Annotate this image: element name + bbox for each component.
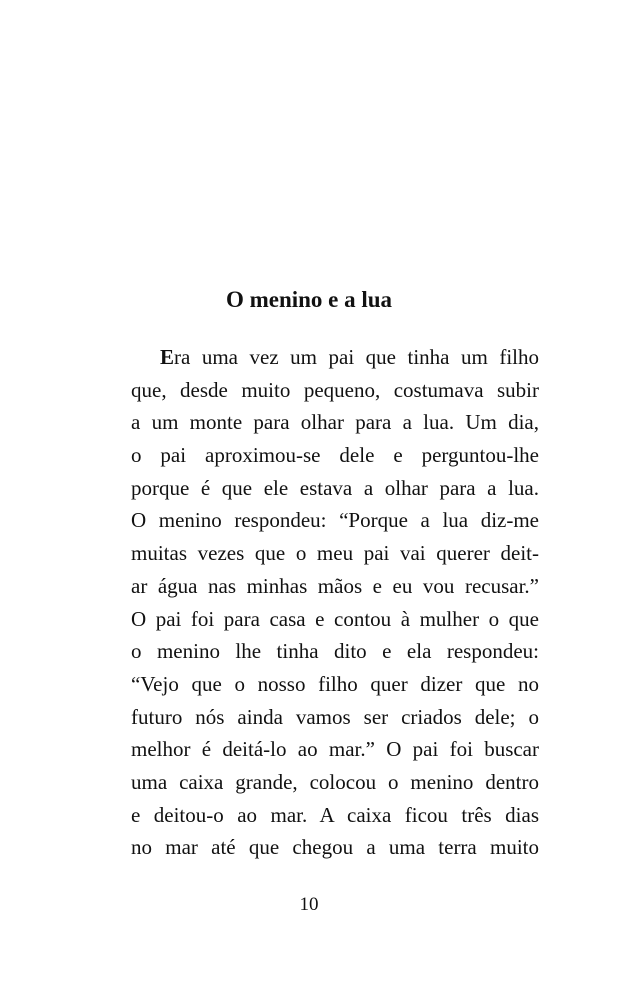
- paragraph-line: ar água nas minhas mãos e eu vou recusar.”: [131, 573, 539, 598]
- first-line-text: ra uma vez um pai que tinha um filho: [174, 345, 539, 369]
- body-paragraph: [131, 341, 539, 864]
- paragraph-line: futuro nós ainda vamos ser criados dele; o: [131, 704, 539, 729]
- paragraph-line: “Vejo que o nosso filho quer dizer que no: [131, 671, 539, 696]
- paragraph-line: que, desde muito pequeno, costumava subir: [131, 377, 539, 402]
- paragraph-line: e deitou-o ao mar. A caixa ficou três dias: [131, 802, 539, 827]
- paragraph-line: no mar até que chegou a uma terra muito: [131, 835, 539, 860]
- page-number: 10: [299, 894, 319, 915]
- paragraph-line-1: [131, 341, 539, 374]
- initial-letter: E: [160, 345, 175, 369]
- paragraph-line: uma caixa grande, colocou o menino dentro: [131, 769, 539, 794]
- chapter-title: O menino e a lua: [225, 287, 393, 312]
- paragraph-line: porque é que ele estava a olhar para a lua.: [131, 475, 539, 500]
- paragraph-line: muitas vezes que o meu pai vai querer deit-: [131, 541, 539, 566]
- paragraph-line: o menino lhe tinha dito e ela respondeu:: [131, 639, 539, 664]
- paragraph-line: o pai aproximou-se dele e perguntou-lhe: [131, 443, 539, 468]
- paragraph-line: melhor é deitá-lo ao mar.” O pai foi buscar: [131, 737, 539, 762]
- paragraph-line: O pai foi para casa e contou à mulher o que: [131, 606, 539, 631]
- paragraph-line: a um monte para olhar para a lua. Um dia,: [131, 410, 539, 435]
- paragraph-line: O menino respondeu: “Porque a lua diz-me: [131, 508, 539, 533]
